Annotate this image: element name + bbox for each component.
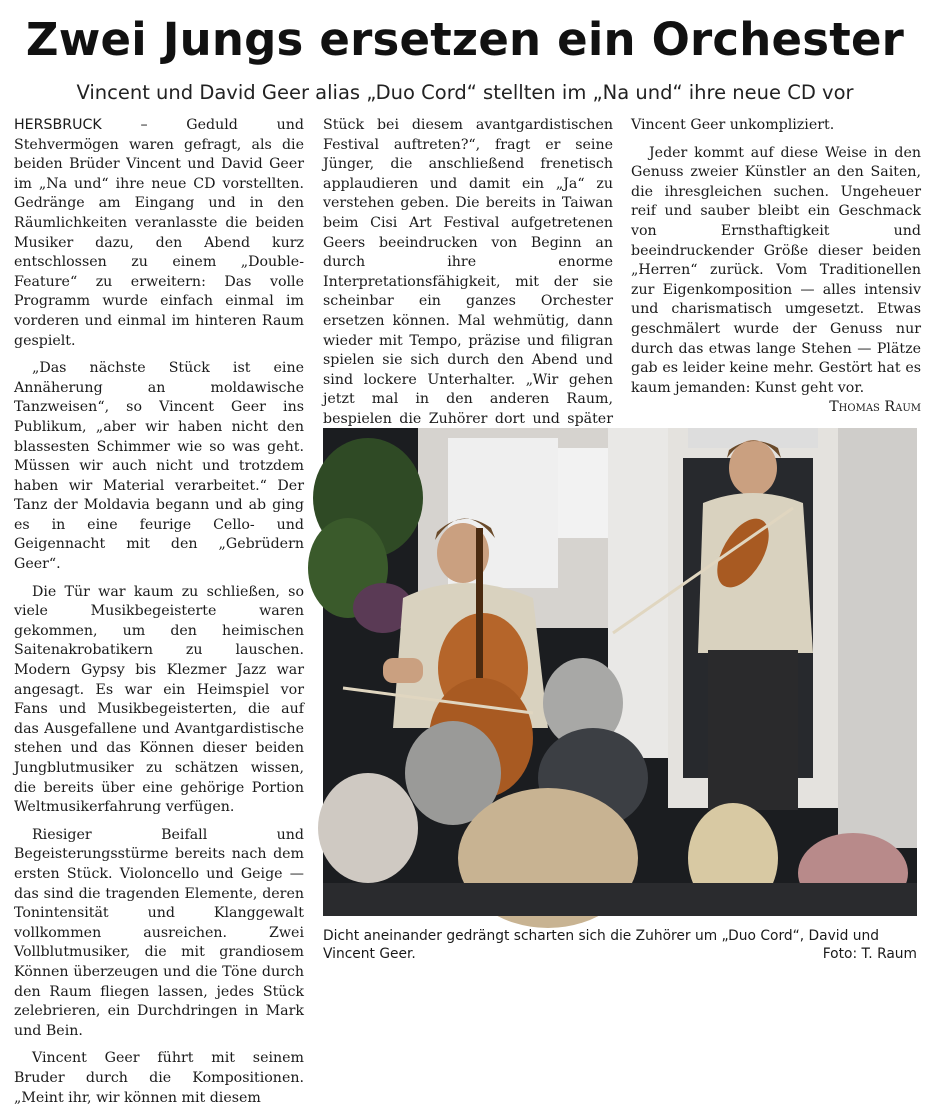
article-column-3 bbox=[631, 116, 921, 418]
paragraph bbox=[14, 116, 304, 351]
author-byline: Thomas Raum bbox=[829, 399, 921, 416]
headline: Zwei Jungs ersetzen ein Orchester bbox=[25, 13, 905, 66]
article-column-1 bbox=[14, 116, 304, 1106]
photo-credit: Foto: T. Raum bbox=[822, 946, 917, 962]
article-column-2 bbox=[323, 116, 613, 457]
paragraph-text: Jeder kommt auf diese Weise in den Genuss zweier Künstler an den Saiten, die ihresgleichen suchen. Ungeheuer reif und sauber bleibt ein Geschmack von Ernsthaftigkeit und beeindruckender Größe dieser beiden „Herren“ zurück. Vom Traditionellen zur Eigenkomposition — alles intensiv und charismatisch umgesetzt. Etwas geschmälert wurde der Genuss nur durch das etwas lange Stehen — Plätze gab es leider keine mehr. Gestört hat es kaum jemanden: Kunst geht vor. bbox=[631, 144, 921, 396]
paragraph: Vincent Geer unkompliziert. bbox=[631, 117, 835, 133]
paragraph: Stück bei diesem avantgardistischen Festival auftreten?“, fragt er seine Jünger, die anschließend frenetisch applaudieren und damit ein „Ja“ zu verstehen geben. Die bereits in Taiwan beim Cisi Art Festival aufgetretenen Geers beeindrucken von Beginn an durch ihre enorme Interpretationsfähigkeit, mit der sie scheinbar ein ganzes Orchester ersetzen können. Mal wehmütig, dann wieder mit Tempo, präzise und filigran spielen sie sich durch den Abend und sind lockere Unterhalter. „Wir gehen jetzt mal in den anderen Raum, bespielen die Zuhörer dort und später bbox=[323, 117, 613, 427]
concert-photo bbox=[323, 428, 917, 916]
concert-photo-illustration bbox=[323, 428, 917, 916]
paragraph: Die Tür war kaum zu schließen, so viele Musikbegeisterte waren gekommen, um den heimischen Saitenakrobatikern zu lauschen. Modern Gypsy bis Klezmer Jazz war angesagt. Es war ein Heimspiel vor Fans und Musikbegeisterten, die auf das Ausgefallene und Avantgardistische stehen und das Können dieser beiden Jungblutmusiker zu schätzen wissen, die bereits über eine gehörige Portion Weltmusikerfahrung verfügen. bbox=[14, 583, 304, 816]
caption-text: Dicht aneinander gedrängt scharten sich die Zuhörer um „Duo Cord“, David und Vincent Geer. bbox=[323, 928, 880, 962]
dateline: HERSBRUCK bbox=[14, 117, 102, 133]
photo-caption bbox=[323, 927, 917, 963]
paragraph bbox=[631, 144, 921, 416]
paragraph: „Das nächste Stück ist eine Annäherung an moldawische Tanzweisen“, so Vincent Geer ins Publikum, „aber wir haben nicht den blassesten Schimmer wie so was geht. Müssen wir auch nicht und trotzdem haben wir Material verarbeitet.“ Der Tanz der Moldavia begann und ab ging es in eine feurige Cello- und Geigennacht mit den „Gebrüdern Geer“. bbox=[14, 360, 304, 573]
subheadline: Vincent und David Geer alias „Duo Cord“ stellten im „Na und“ ihre neue CD vor bbox=[76, 81, 854, 104]
paragraph: Vincent Geer führt mit seinem Bruder durch die Kompositionen. „Meint ihr, wir können mit diesem bbox=[14, 1050, 304, 1106]
paragraph-text: – Geduld und Stehvermögen waren gefragt, als die beiden Brüder Vincent und David Geer im „Na und“ ihre neue CD vorstellten. Gedränge am Eingang und in den Räumlichkeiten veranlasste die beiden Musiker dazu, den Abend kurz entschlossen zu einem „Double-Feature“ zu erweitern: Das volle Programm wurde einfach einmal im vorderen und einmal im hinteren Raum gespielt. bbox=[14, 117, 304, 349]
paragraph: Riesiger Beifall und Begeisterungsstürme bereits nach dem ersten Stück. Violoncello und Geige — das sind die tragenden Elemente, deren Tonintensität und Klanggewalt vollkommen ausreichen. Zwei Vollblutmusiker, die mit grandiosem Können überzeugen und die Töne durch den Raum fliegen lassen, jedes Stück zelebrieren, ein Durchdringen in Mark und Bein. bbox=[14, 826, 304, 1039]
